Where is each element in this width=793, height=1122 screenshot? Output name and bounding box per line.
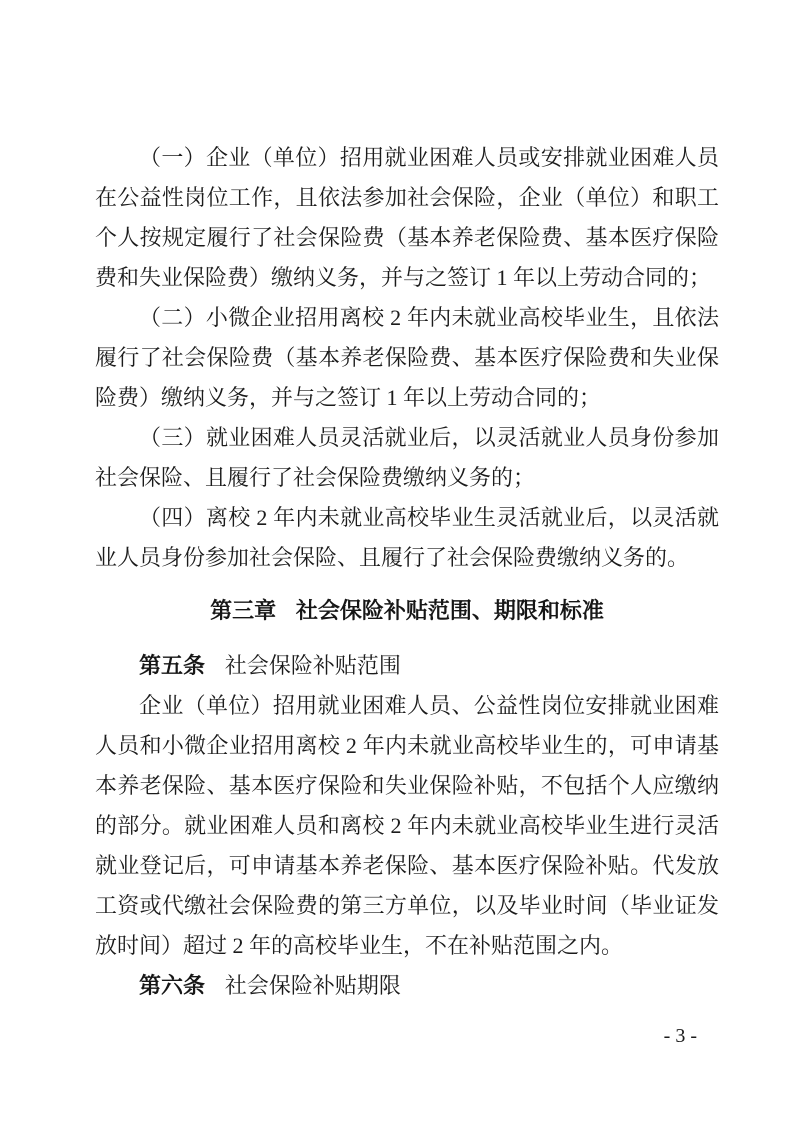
- clause-paragraph-4: （四）离校 2 年内未就业高校毕业生灵活就业后，以灵活就业人员身份参加社会保险、且履行了社会保险费缴纳义务的。: [95, 505, 719, 570]
- article-6-label: 第六条: [139, 973, 206, 998]
- clause-paragraph-1: （一）企业（单位）招用就业困难人员或安排就业困难人员在公益性岗位工作，且依法参加社会保险，企业（单位）和职工个人按规定履行了社会保险费（基本养老保险费、基本医疗保险费和失业保险费）缴纳义务，并与之签订 1 年以上劳动合同的；: [95, 145, 719, 290]
- chapter-number-label: 第三章: [210, 598, 277, 623]
- clause-paragraph-2: （二）小微企业招用离校 2 年内未就业高校毕业生，且依法履行了社会保险费（基本养老保险费、基本医疗保险费和失业保险费）缴纳义务，并与之签订 1 年以上劳动合同的；: [95, 305, 719, 410]
- article-5-heading: [95, 646, 719, 686]
- article-5-title: 社会保险补贴范围: [224, 653, 401, 678]
- article-5-label: 第五条: [139, 653, 206, 678]
- chapter-heading: [95, 591, 719, 631]
- article-6-title: 社会保险补贴期限: [224, 973, 401, 998]
- chapter-title: 社会保险补贴范围、期限和标准: [295, 598, 604, 623]
- article-6-heading: [95, 966, 719, 1006]
- document-body: [95, 138, 719, 1006]
- page-number: - 3 -: [663, 1025, 697, 1047]
- article-5-body-paragraph: 企业（单位）招用就业困难人员、公益性岗位安排就业困难人员和小微企业招用离校 2 年内未就业高校毕业生的，可申请基本养老保险、基本医疗保险和失业保险补贴，不包括个人应缴纳的部分。就业困难人员和离校 2 年内未就业高校毕业生进行灵活就业登记后，可申请基本养老保险、基本医疗保险补贴。代发放工资或代缴社会保险费的第三方单位，以及毕业时间（毕业证发放时间）超过 2 年的高校毕业生，不在补贴范围之内。: [95, 693, 719, 958]
- clause-paragraph-3: （三）就业困难人员灵活就业后，以灵活就业人员身份参加社会保险、且履行了社会保险费缴纳义务的；: [95, 425, 719, 490]
